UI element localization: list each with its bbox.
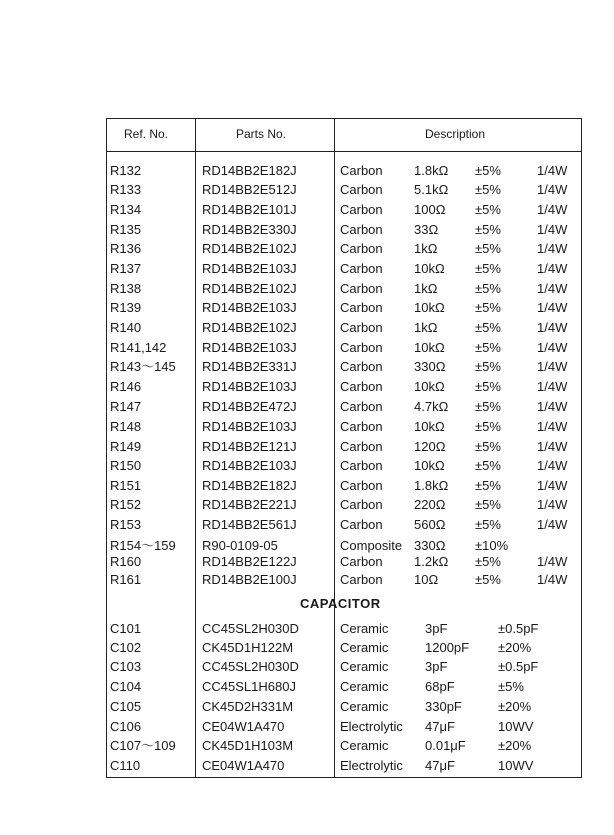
power-rating: 1/4W xyxy=(537,572,568,587)
parts-no: CC45SL2H030D xyxy=(202,621,299,636)
table-row xyxy=(0,456,614,475)
tolerance: ±0.5pF xyxy=(498,659,539,674)
tolerance: ±5% xyxy=(498,679,524,694)
component-value: 330pF xyxy=(425,699,462,714)
tolerance: ±5% xyxy=(475,222,501,237)
power-rating: 1/4W xyxy=(537,379,568,394)
power-rating: 1/4W xyxy=(537,222,568,237)
power-rating: 1/4W xyxy=(537,439,568,454)
header-ref-no: Ref. No. xyxy=(124,127,169,141)
parts-no: CK45D1H122M xyxy=(202,640,294,655)
tolerance: ±5% xyxy=(475,439,501,454)
tolerance: ±5% xyxy=(475,497,501,512)
component-type: Carbon xyxy=(340,163,383,178)
component-value: 1.8kΩ xyxy=(414,163,449,178)
parts-no: RD14BB2E182J xyxy=(202,478,297,493)
ref-no: R135 xyxy=(110,222,142,237)
tolerance: ±5% xyxy=(475,281,501,296)
component-value: 5.1kΩ xyxy=(414,182,449,197)
parts-no: CC45SL2H030D xyxy=(202,659,299,674)
component-value: 4.7kΩ xyxy=(414,399,449,414)
table-row xyxy=(0,200,614,219)
parts-no: RD14BB2E121J xyxy=(202,439,297,454)
parts-no: CE04W1A470 xyxy=(202,758,285,773)
component-value: 1kΩ xyxy=(414,241,438,256)
parts-no: CC45SL1H680J xyxy=(202,679,296,694)
tolerance: ±5% xyxy=(475,572,501,587)
parts-no: RD14BB2E331J xyxy=(202,359,297,374)
power-rating: 1/4W xyxy=(537,517,568,532)
parts-no: RD14BB2E330J xyxy=(202,222,297,237)
component-type: Carbon xyxy=(340,517,383,532)
ref-no: R146 xyxy=(110,379,142,394)
table-row xyxy=(0,377,614,396)
component-type: Carbon xyxy=(340,182,383,197)
table-row xyxy=(0,298,614,317)
ref-no: R140 xyxy=(110,320,142,335)
power-rating: 1/4W xyxy=(537,359,568,374)
parts-no: RD14BB2E103J xyxy=(202,379,297,394)
tolerance: ±5% xyxy=(475,202,501,217)
component-type: Carbon xyxy=(340,458,383,473)
parts-no: CK45D2H331M xyxy=(202,699,294,714)
component-type: Carbon xyxy=(340,359,383,374)
parts-no: CE04W1A470 xyxy=(202,719,285,734)
component-type: Carbon xyxy=(340,202,383,217)
component-value: 68pF xyxy=(425,679,455,694)
component-value: 10kΩ xyxy=(414,458,445,473)
ref-no: C101 xyxy=(110,621,142,636)
component-type: Carbon xyxy=(340,281,383,296)
component-value: 0.01μF xyxy=(425,738,466,753)
parts-no: RD14BB2E102J xyxy=(202,320,297,335)
ref-no: R143～145 xyxy=(110,359,176,374)
table-row xyxy=(0,515,614,534)
parts-no: RD14BB2E102J xyxy=(202,281,297,296)
table-row xyxy=(0,756,614,775)
table-row xyxy=(0,495,614,514)
tolerance: ±20% xyxy=(498,699,532,714)
ref-no: R153 xyxy=(110,517,142,532)
ref-no: R132 xyxy=(110,163,142,178)
component-type: Carbon xyxy=(340,222,383,237)
component-value: 1200pF xyxy=(425,640,470,655)
table-row xyxy=(0,318,614,337)
component-type: Carbon xyxy=(340,572,383,587)
table-row xyxy=(0,180,614,199)
component-type: Carbon xyxy=(340,399,383,414)
tolerance: 10WV xyxy=(498,719,534,734)
power-rating: 1/4W xyxy=(537,261,568,276)
tolerance: ±10% xyxy=(475,538,509,553)
table-row xyxy=(0,338,614,357)
power-rating: 1/4W xyxy=(537,458,568,473)
ref-no: C107～109 xyxy=(110,738,176,753)
component-type: Carbon xyxy=(340,340,383,355)
power-rating: 1/4W xyxy=(537,478,568,493)
component-type: Carbon xyxy=(340,497,383,512)
component-value: 10kΩ xyxy=(414,340,445,355)
component-type: Carbon xyxy=(340,300,383,315)
capacitor-section-title: CAPACITOR xyxy=(300,596,381,611)
table-row xyxy=(0,552,614,571)
ref-no: R161 xyxy=(110,572,142,587)
component-value: 1.8kΩ xyxy=(414,478,449,493)
ref-no: R151 xyxy=(110,478,142,493)
ref-no: R137 xyxy=(110,261,142,276)
tolerance: ±5% xyxy=(475,241,501,256)
component-type: Composite xyxy=(340,538,403,553)
ref-no: C103 xyxy=(110,659,142,674)
power-rating: 1/4W xyxy=(537,419,568,434)
parts-no: RD14BB2E221J xyxy=(202,497,297,512)
tolerance: ±5% xyxy=(475,340,501,355)
power-rating: 1/4W xyxy=(537,340,568,355)
power-rating: 1/4W xyxy=(537,202,568,217)
component-type: Electrolytic xyxy=(340,758,403,773)
table-row xyxy=(0,697,614,716)
tolerance: ±5% xyxy=(475,261,501,276)
parts-no: RD14BB2E182J xyxy=(202,163,297,178)
component-type: Ceramic xyxy=(340,640,389,655)
parts-no: RD14BB2E100J xyxy=(202,572,297,587)
tolerance: ±5% xyxy=(475,554,501,569)
table-row xyxy=(0,239,614,258)
ref-no: R152 xyxy=(110,497,142,512)
tolerance: ±20% xyxy=(498,640,532,655)
ref-no: R136 xyxy=(110,241,142,256)
header-divider xyxy=(106,151,582,152)
component-type: Electrolytic xyxy=(340,719,403,734)
ref-no: R138 xyxy=(110,281,142,296)
ref-no: R148 xyxy=(110,419,142,434)
component-value: 3pF xyxy=(425,621,448,636)
table-row xyxy=(0,417,614,436)
power-rating: 1/4W xyxy=(537,241,568,256)
table-row xyxy=(0,677,614,696)
ref-no: R133 xyxy=(110,182,142,197)
tolerance: ±5% xyxy=(475,399,501,414)
ref-no: R147 xyxy=(110,399,142,414)
ref-no: C106 xyxy=(110,719,142,734)
ref-no: R150 xyxy=(110,458,142,473)
parts-no: RD14BB2E103J xyxy=(202,300,297,315)
table-row xyxy=(0,736,614,755)
tolerance: ±5% xyxy=(475,517,501,532)
component-value: 47μF xyxy=(425,758,455,773)
power-rating: 1/4W xyxy=(537,554,568,569)
tolerance: 10WV xyxy=(498,758,534,773)
component-value: 10Ω xyxy=(414,572,439,587)
tolerance: ±5% xyxy=(475,163,501,178)
component-type: Carbon xyxy=(340,478,383,493)
table-row xyxy=(0,657,614,676)
component-value: 120Ω xyxy=(414,439,446,454)
tolerance: ±5% xyxy=(475,419,501,434)
table-row xyxy=(0,259,614,278)
component-type: Carbon xyxy=(340,554,383,569)
ref-no: R154～159 xyxy=(110,538,176,553)
parts-no: RD14BB2E512J xyxy=(202,182,297,197)
table-row xyxy=(0,717,614,736)
tolerance: ±5% xyxy=(475,320,501,335)
component-value: 33Ω xyxy=(414,222,439,237)
component-type: Ceramic xyxy=(340,699,389,714)
component-type: Ceramic xyxy=(340,621,389,636)
ref-no: C110 xyxy=(110,758,141,773)
component-value: 330Ω xyxy=(414,359,446,374)
component-value: 10kΩ xyxy=(414,261,445,276)
component-value: 10kΩ xyxy=(414,419,445,434)
table-row xyxy=(0,279,614,298)
component-type: Carbon xyxy=(340,320,383,335)
component-value: 3pF xyxy=(425,659,448,674)
component-type: Carbon xyxy=(340,241,383,256)
component-value: 330Ω xyxy=(414,538,446,553)
parts-no: RD14BB2E103J xyxy=(202,340,297,355)
parts-no: RD14BB2E103J xyxy=(202,419,297,434)
tolerance: ±5% xyxy=(475,182,501,197)
component-value: 47μF xyxy=(425,719,455,734)
component-value: 220Ω xyxy=(414,497,446,512)
table-row xyxy=(0,357,614,376)
component-value: 1.2kΩ xyxy=(414,554,449,569)
tolerance: ±5% xyxy=(475,359,501,374)
ref-no: R139 xyxy=(110,300,142,315)
component-type: Ceramic xyxy=(340,679,389,694)
tolerance: ±0.5pF xyxy=(498,621,539,636)
parts-no: RD14BB2E103J xyxy=(202,458,297,473)
component-type: Carbon xyxy=(340,419,383,434)
ref-no: C104 xyxy=(110,679,142,694)
ref-no: C105 xyxy=(110,699,142,714)
component-type: Ceramic xyxy=(340,659,389,674)
component-value: 10kΩ xyxy=(414,379,445,394)
table-row xyxy=(0,570,614,589)
ref-no: C102 xyxy=(110,640,142,655)
table-row xyxy=(0,220,614,239)
parts-no: CK45D1H103M xyxy=(202,738,294,753)
component-type: Carbon xyxy=(340,439,383,454)
component-value: 1kΩ xyxy=(414,320,438,335)
tolerance: ±5% xyxy=(475,458,501,473)
power-rating: 1/4W xyxy=(537,182,568,197)
parts-no: RD14BB2E122J xyxy=(202,554,297,569)
table-row xyxy=(0,397,614,416)
power-rating: 1/4W xyxy=(537,497,568,512)
ref-no: R160 xyxy=(110,554,142,569)
table-row xyxy=(0,476,614,495)
component-type: Carbon xyxy=(340,261,383,276)
tolerance: ±5% xyxy=(475,478,501,493)
tolerance: ±5% xyxy=(475,300,501,315)
parts-no: RD14BB2E101J xyxy=(202,202,297,217)
component-value: 560Ω xyxy=(414,517,446,532)
ref-no: R141,142 xyxy=(110,340,167,355)
power-rating: 1/4W xyxy=(537,163,568,178)
component-value: 10kΩ xyxy=(414,300,445,315)
table-row xyxy=(0,638,614,657)
ref-no: R134 xyxy=(110,202,142,217)
component-value: 1kΩ xyxy=(414,281,438,296)
table-row xyxy=(0,619,614,638)
component-value: 100Ω xyxy=(414,202,446,217)
parts-no: RD14BB2E561J xyxy=(202,517,297,532)
table-row xyxy=(0,437,614,456)
power-rating: 1/4W xyxy=(537,320,568,335)
power-rating: 1/4W xyxy=(537,281,568,296)
power-rating: 1/4W xyxy=(537,300,568,315)
header-description: Description xyxy=(425,127,486,141)
header-parts-no: Parts No. xyxy=(236,127,287,141)
power-rating: 1/4W xyxy=(537,399,568,414)
tolerance: ±5% xyxy=(475,379,501,394)
table-row xyxy=(0,161,614,180)
parts-no: RD14BB2E102J xyxy=(202,241,297,256)
component-type: Carbon xyxy=(340,379,383,394)
tolerance: ±20% xyxy=(498,738,532,753)
component-type: Ceramic xyxy=(340,738,389,753)
parts-no: RD14BB2E103J xyxy=(202,261,297,276)
parts-no: R90-0109-05 xyxy=(202,538,278,553)
parts-no: RD14BB2E472J xyxy=(202,399,297,414)
ref-no: R149 xyxy=(110,439,142,454)
